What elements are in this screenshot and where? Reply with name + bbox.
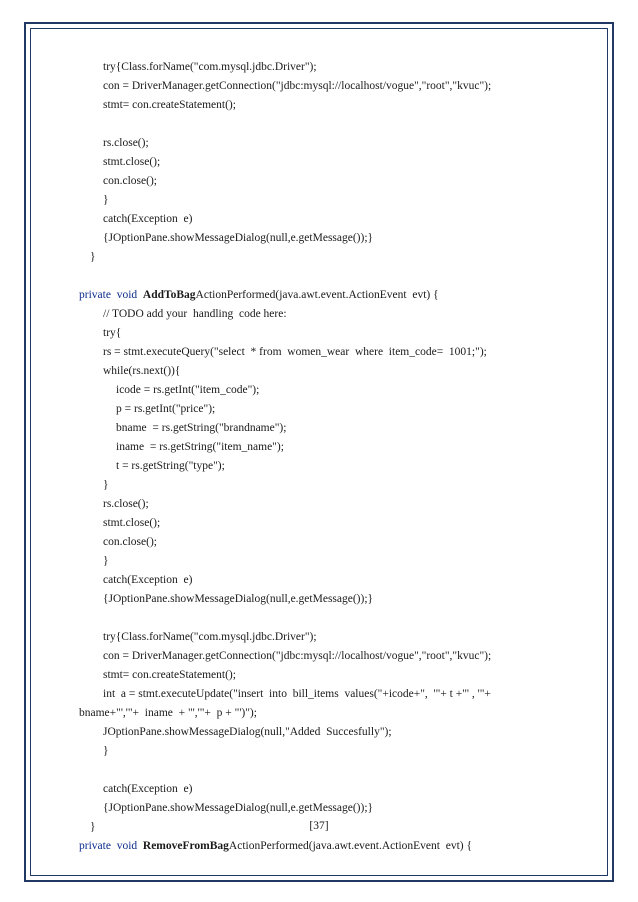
code-line: bname+"','"+ iname + "','"+ p + "')"); <box>79 707 257 719</box>
code-line: rs = stmt.executeQuery("select * from women_wear where item_code= 1001;"); <box>103 346 487 358</box>
keyword-void: void <box>116 840 138 852</box>
code-line: catch(Exception e) <box>103 213 193 225</box>
code-line: rs.close(); <box>103 498 149 510</box>
code-line: } <box>103 745 109 757</box>
code-line: } <box>90 251 96 263</box>
method-signature-addtobag <box>79 286 439 304</box>
code-line: int a = stmt.executeUpdate("insert into bill_items values("+icode+", '"+ t +"' , '"+ <box>103 688 491 700</box>
code-line: } <box>103 194 109 206</box>
code-line: bname = rs.getString("brandname"); <box>116 422 287 434</box>
keyword-void: void <box>116 289 138 301</box>
code-line: {JOptionPane.showMessageDialog(null,e.getMessage());} <box>103 802 374 814</box>
code-line: catch(Exception e) <box>103 783 193 795</box>
method-name-bold: AddToBag <box>142 289 196 301</box>
code-line: {JOptionPane.showMessageDialog(null,e.getMessage());} <box>103 232 374 244</box>
code-line: icode = rs.getInt("item_code"); <box>116 384 260 396</box>
method-name-bold: RemoveFromBag <box>142 840 229 852</box>
code-line: while(rs.next()){ <box>103 365 181 377</box>
code-line: } <box>103 479 109 491</box>
code-line: stmt.close(); <box>103 517 161 529</box>
code-line: stmt= con.createStatement(); <box>103 99 236 111</box>
code-line: con.close(); <box>103 536 157 548</box>
code-line: t = rs.getString("type"); <box>116 460 225 472</box>
code-line: con = DriverManager.getConnection("jdbc:mysql://localhost/vogue","root","kvuc"); <box>103 650 492 662</box>
page-number: [37] <box>309 820 329 832</box>
code-line: } <box>103 555 109 567</box>
method-signature-removefrombag <box>79 837 472 855</box>
code-line: con.close(); <box>103 175 157 187</box>
code-line: try{Class.forName("com.mysql.jdbc.Driver"); <box>103 61 317 73</box>
code-line: rs.close(); <box>103 137 149 149</box>
code-line: con = DriverManager.getConnection("jdbc:mysql://localhost/vogue","root","kvuc"); <box>103 80 492 92</box>
keyword-private: private <box>79 289 111 301</box>
keyword-private: private <box>79 840 111 852</box>
method-name-rest: ActionPerformed(java.awt.event.ActionEvent evt) { <box>228 840 473 852</box>
code-line: stmt= con.createStatement(); <box>103 669 236 681</box>
code-line: // TODO add your handling code here: <box>103 308 287 320</box>
code-line: p = rs.getInt("price"); <box>116 403 216 415</box>
code-line: JOptionPane.showMessageDialog(null,"Added Succesfully"); <box>103 726 392 738</box>
code-line: } <box>90 821 96 833</box>
code-line: try{Class.forName("com.mysql.jdbc.Driver"); <box>103 631 317 643</box>
code-line: iname = rs.getString("item_name"); <box>116 441 284 453</box>
method-name-rest: ActionPerformed(java.awt.event.ActionEvent evt) { <box>195 289 439 301</box>
code-line: {JOptionPane.showMessageDialog(null,e.getMessage());} <box>103 593 374 605</box>
code-line: stmt.close(); <box>103 156 161 168</box>
code-line: try{ <box>103 327 122 339</box>
code-line: catch(Exception e) <box>103 574 193 586</box>
